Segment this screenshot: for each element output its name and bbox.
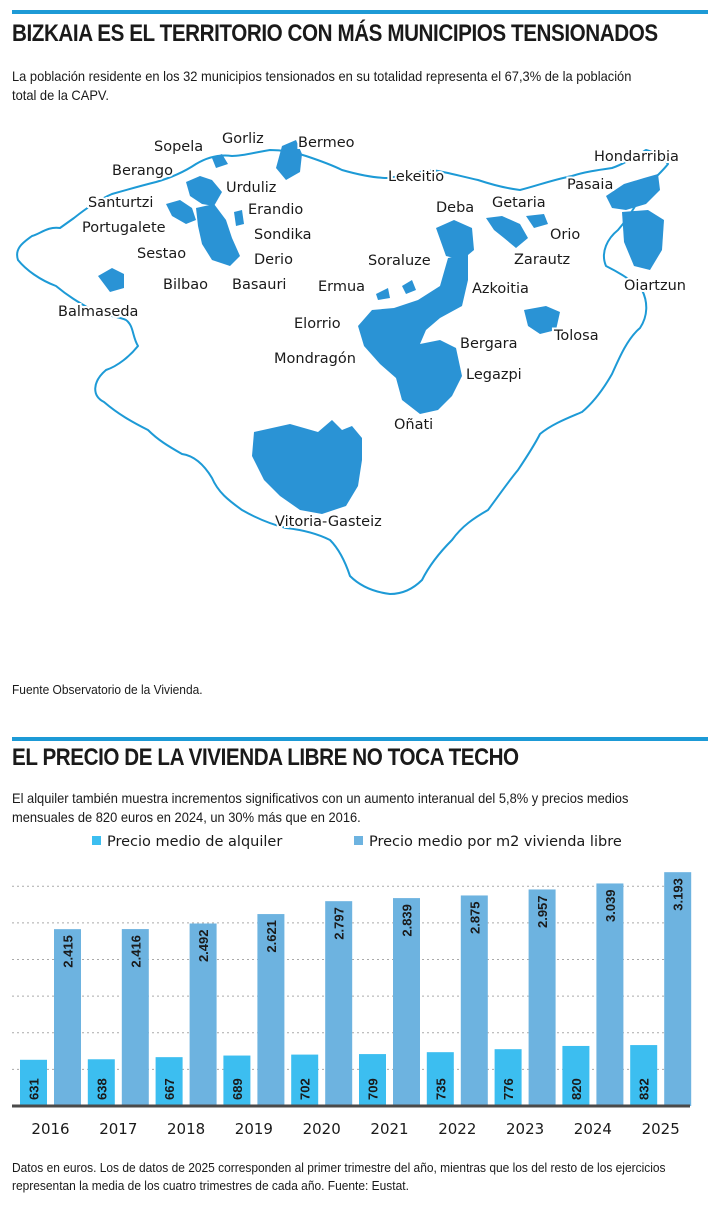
rent-value-label: 689 bbox=[229, 1078, 245, 1100]
chart-section-top-rule bbox=[12, 737, 708, 741]
region-soraluze bbox=[402, 280, 416, 294]
region-sondika bbox=[234, 210, 244, 226]
label-getaria: Getaria bbox=[492, 195, 546, 211]
label-bilbao: Bilbao bbox=[163, 277, 208, 293]
x-tick-label: 2021 bbox=[370, 1120, 409, 1138]
legend-swatch-rent bbox=[92, 836, 101, 845]
rent-value-label: 638 bbox=[94, 1078, 110, 1100]
map-source: Fuente Observatorio de la Vivienda. bbox=[12, 682, 203, 697]
label-bermeo: Bermeo bbox=[298, 135, 355, 151]
sale-value-label: 2.797 bbox=[331, 907, 347, 940]
label-ermua: Ermua bbox=[318, 279, 366, 295]
region-deba bbox=[436, 220, 474, 260]
label-pasaia: Pasaia bbox=[567, 177, 614, 193]
label-legazpi: Legazpi bbox=[466, 367, 522, 383]
legend-label-rent: Precio medio de alquiler bbox=[107, 834, 283, 850]
sale-value-label: 2.415 bbox=[60, 935, 76, 968]
label-tolosa: Tolosa bbox=[554, 328, 599, 344]
label-orio: Orio bbox=[550, 227, 581, 243]
label-elorrio: Elorrio bbox=[294, 316, 341, 332]
label-bergara: Bergara bbox=[460, 336, 518, 352]
label-lekeitio: Lekeitio bbox=[388, 169, 445, 185]
sale-value-label: 3.193 bbox=[670, 878, 686, 911]
x-tick-label: 2022 bbox=[438, 1120, 477, 1138]
sale-value-label: 2.416 bbox=[128, 935, 144, 968]
legend-swatch-sale bbox=[354, 836, 363, 845]
chart-footnote: Datos en euros. Los de datos de 2025 corresponden al primer trimestre del año, mientras que los del resto de los ejercicios representan la media de los cuatro trimestres de cada año. Fuente: Eustat. bbox=[12, 1160, 666, 1193]
price-bar-chart bbox=[0, 848, 720, 1148]
x-tick-label: 2017 bbox=[99, 1120, 138, 1138]
sale-value-label: 2.839 bbox=[399, 904, 415, 937]
region-hondarribia-pasaia bbox=[606, 174, 660, 210]
label-onati: Oñati bbox=[394, 417, 434, 433]
chart-section-intro: El alquiler también muestra incrementos significativos con un aumento interanual del 5,8% y precios medios mensuales de 820 euros en 2024, un 30% más que en 2016. bbox=[12, 790, 629, 825]
x-tick-label: 2025 bbox=[641, 1120, 680, 1138]
x-tick-label: 2019 bbox=[234, 1120, 273, 1138]
chart-section-title: EL PRECIO DE LA VIVIENDA LIBRE NO TOCA TECHO bbox=[12, 744, 519, 771]
rent-value-label: 709 bbox=[365, 1078, 381, 1100]
region-orio bbox=[526, 214, 548, 228]
x-tick-label: 2016 bbox=[31, 1120, 70, 1138]
region-uribe-coast bbox=[186, 176, 222, 206]
label-basauri: Basauri bbox=[232, 277, 287, 293]
label-azkoitia: Azkoitia bbox=[472, 281, 529, 297]
map-section-intro: La población residente en los 32 municipios tensionados en su totalidad representa el 67,3% de la población total de la CAPV. bbox=[12, 68, 632, 103]
label-zarautz: Zarautz bbox=[514, 252, 571, 268]
map-section-top-rule bbox=[12, 10, 708, 14]
sale-value-label: 2.492 bbox=[196, 929, 212, 963]
region-bilbao-area bbox=[196, 204, 240, 266]
sale-value-label: 2.875 bbox=[467, 901, 483, 935]
rent-value-label: 776 bbox=[501, 1078, 517, 1100]
region-ermua bbox=[376, 288, 390, 300]
label-erandio: Erandio bbox=[248, 202, 304, 218]
region-azkoitia-corridor bbox=[358, 254, 468, 414]
rent-value-label: 735 bbox=[433, 1078, 449, 1100]
rent-value-label: 702 bbox=[297, 1078, 313, 1100]
basque-country-map bbox=[0, 120, 720, 680]
region-balmaseda bbox=[98, 268, 124, 292]
label-soraluze: Soraluze bbox=[368, 253, 431, 269]
region-getaria-zarautz bbox=[486, 216, 528, 248]
label-deba: Deba bbox=[436, 200, 475, 216]
sale-value-label: 2.621 bbox=[263, 920, 279, 953]
label-balmaseda: Balmaseda bbox=[58, 304, 139, 320]
label-sestao: Sestao bbox=[137, 246, 187, 262]
map-section-title: BIZKAIA ES EL TERRITORIO CON MÁS MUNICIPIOS TENSIONADOS bbox=[12, 20, 658, 47]
label-sondika: Sondika bbox=[254, 227, 312, 243]
label-mondragon: Mondragón bbox=[274, 351, 356, 367]
sale-value-label: 2.957 bbox=[535, 895, 551, 929]
rent-value-label: 631 bbox=[26, 1078, 42, 1100]
label-derio: Derio bbox=[254, 252, 293, 268]
label-sopela: Sopela bbox=[154, 139, 204, 155]
label-urduliz: Urduliz bbox=[226, 180, 277, 196]
label-gorliz: Gorliz bbox=[222, 131, 264, 147]
region-vitoria-gasteiz bbox=[252, 420, 362, 514]
x-tick-label: 2023 bbox=[506, 1120, 545, 1138]
rent-value-label: 820 bbox=[568, 1078, 584, 1100]
label-santurtzi: Santurtzi bbox=[88, 195, 154, 211]
rent-value-label: 832 bbox=[636, 1078, 652, 1100]
label-hondarribia: Hondarribia bbox=[594, 149, 679, 165]
x-tick-label: 2024 bbox=[573, 1120, 612, 1138]
region-santurtzi-portugalete bbox=[166, 200, 196, 224]
x-tick-label: 2018 bbox=[167, 1120, 206, 1138]
label-vitoria-gasteiz: Vitoria-Gasteiz bbox=[275, 514, 382, 530]
rent-value-label: 667 bbox=[162, 1078, 178, 1100]
region-oiartzun bbox=[622, 210, 664, 270]
label-berango: Berango bbox=[112, 163, 173, 179]
tensioned-municipalities bbox=[98, 140, 664, 514]
sale-value-label: 3.039 bbox=[602, 889, 618, 922]
label-portugalete: Portugalete bbox=[82, 220, 166, 236]
label-oiartzun: Oiartzun bbox=[624, 278, 686, 294]
x-tick-label: 2020 bbox=[302, 1120, 341, 1138]
legend-label-sale: Precio medio por m2 vivienda libre bbox=[369, 834, 622, 850]
